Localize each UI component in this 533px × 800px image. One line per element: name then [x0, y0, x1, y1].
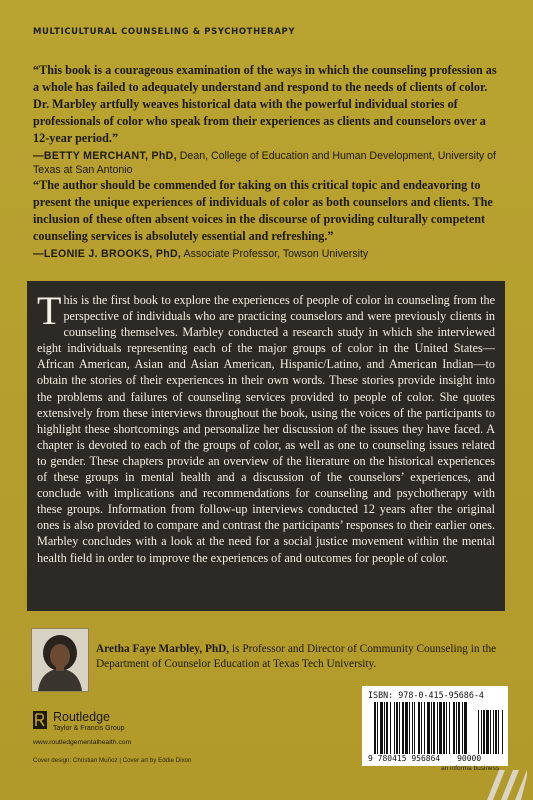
endorsement-2 — [33, 177, 503, 261]
book-description-box — [27, 281, 505, 611]
publisher-name: Routledge — [53, 710, 110, 724]
cover-credits: Cover design: Christian Muñoz | Cover art by Eddie Dixon — [33, 757, 192, 764]
ean-digits — [368, 754, 481, 763]
ean-main: 9 780415 956864 — [368, 754, 441, 763]
informa-stripe-icon — [487, 770, 527, 800]
publisher-group: Taylor & Francis Group — [53, 725, 125, 732]
endorser-name: —LEONIE J. BROOKS, PhD, — [33, 248, 182, 260]
endorsement-attribution — [33, 247, 503, 261]
author-bio — [96, 642, 516, 672]
description-text: his is the first book to explore the experiences of people of color in counseling from the perspective of individuals who are practicing counselors and were previously clients in counseling themselves. Marbley conducted a research study in which she interviewed eight individuals representing each of the major groups of color in the United States—African American, Asian and Asian American, Hispanic/Latino, and American Indian—to obtain the stories of their experiences in their own words. These stories provide insight into the problems and failures of counseling services provided to people of color. She quotes extensively from these interviews throughout the book, using the voices of the participants to highlight these shortcomings and personalize her discussion of the issues they have faced. A chapter is devoted to each of the groups of color, as well as one to counseling issues related to gender. These chapters provide an overview of the literature on the historical experiences of these groups in mental health and a discussion of the counselors’ experiences, and conclude with implications and recommendations for counseling and psychotherapy with these groups. Information from follow-up interviews conducted 12 years after the original ones is also provided to compare and contrast the participants’ responses to their earlier ones. Marbley concludes with a look at the need for a social justice movement within the mental health field in order to improve the experiences of and outcomes for people of color. — [37, 293, 495, 565]
endorsement-quote: “The author should be commended for taking on this critical topic and endeavoring to present the unique experiences of individuals of color as both counselors and clients. The inclusion of these often absent voices in the discourse of providing culturally competent counseling services is absolutely essential and refreshing.” — [33, 178, 493, 243]
barcode — [374, 702, 506, 754]
isbn-label: ISBN: 978-0-415-95686-4 — [368, 690, 484, 700]
endorser-affiliation: Dean, College of Education and Human Development, University of Texas at San Antonio — [33, 150, 497, 176]
author-photo — [31, 628, 89, 692]
endorser-name: —BETTY MERCHANT, PhD, — [33, 150, 177, 162]
ean-addon: 90000 — [457, 754, 482, 763]
author-portrait-icon — [32, 629, 88, 691]
author-description: is Professor and Director of Community Counseling in the Department of Counselor Education at Texas Tech University. — [96, 643, 497, 670]
publisher-url: www.routledgementalhealth.com — [33, 739, 132, 746]
endorsement-quote: “This book is a courageous examination of the ways in which the counseling profession as a whole has failed to adequately understand and respond to the needs of clients of color. Dr. Marbley artfully weaves historical data with the powerful individual stories of professionals of color who speak from their experiences as clients and counselors over a 12-year period.” — [33, 63, 497, 145]
drop-cap: T — [37, 288, 62, 333]
endorsement-attribution — [33, 149, 503, 177]
informa-tagline: an informa business — [441, 765, 500, 772]
author-name: Aretha Faye Marbley, PhD, — [96, 643, 230, 655]
routledge-logo-icon — [33, 711, 47, 729]
book-description — [37, 288, 495, 566]
endorsement-1 — [33, 62, 503, 177]
series-title: MULTICULTURAL COUNSELING & PSYCHOTHERAPY — [33, 27, 296, 37]
endorser-affiliation: Associate Professor, Towson University — [183, 248, 369, 260]
